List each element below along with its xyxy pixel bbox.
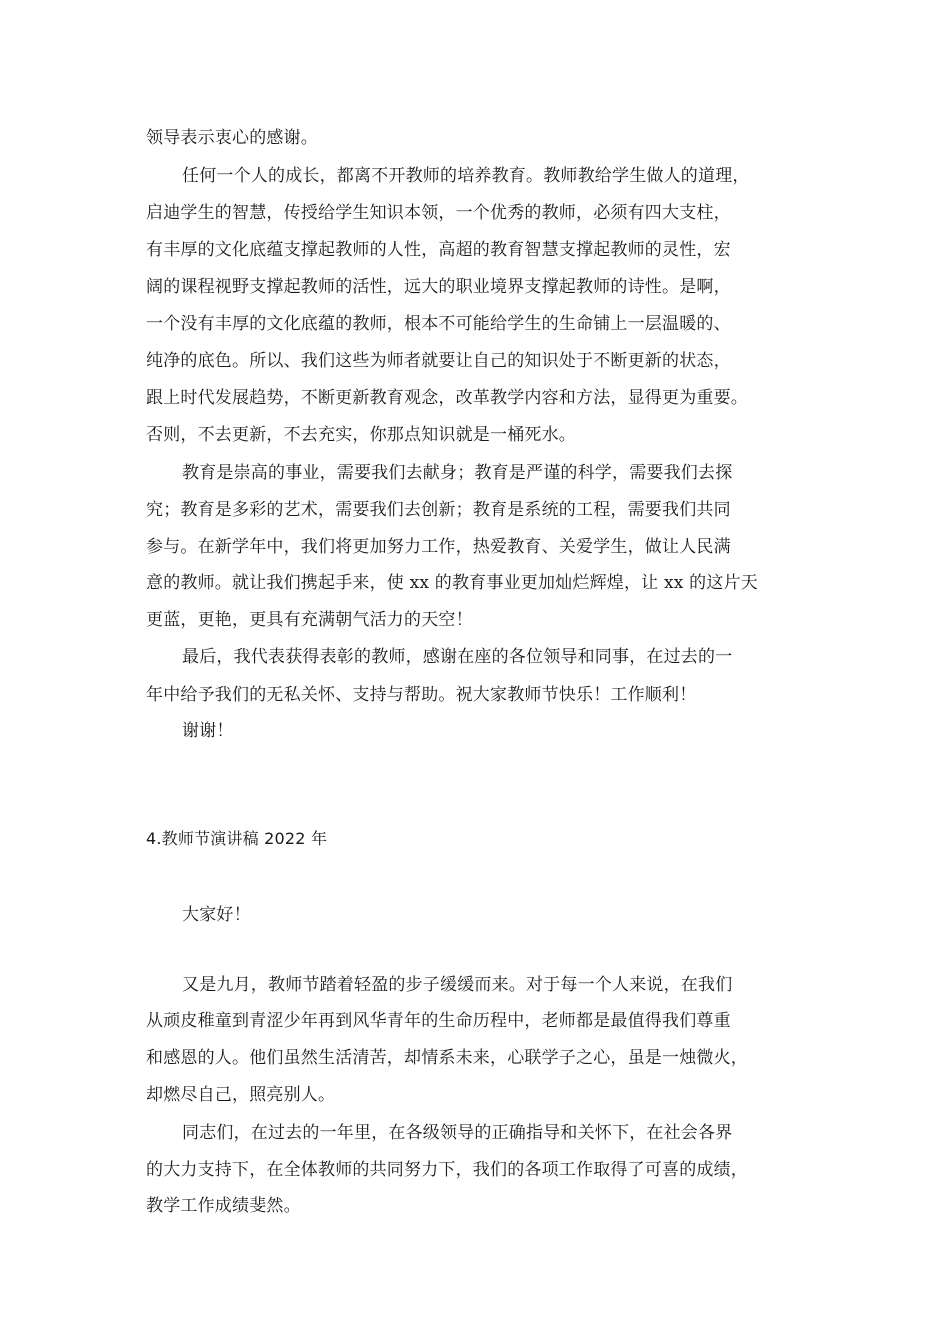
text-line: 意的教师。就让我们携起手来，使 xx 的教育事业更加灿烂辉煌，让 xx 的这片天 xyxy=(146,573,758,593)
text-line: 跟上时代发展趋势，不断更新教育观念，改革教学内容和方法，显得更为重要。 xyxy=(146,388,748,408)
text-line: 从顽皮稚童到青涩少年再到风华青年的生命历程中，老师都是最值得我们尊重 xyxy=(146,1011,731,1031)
text-line: 任何一个人的成长，都离不开教师的培养教育。教师教给学生做人的道理， xyxy=(182,166,750,186)
text-line: 阔的课程视野支撑起教师的活性，远大的职业境界支撑起教师的诗性。是啊， xyxy=(146,277,731,297)
text-line: 又是九月，教师节踏着轻盈的步子缓缓而来。对于每一个人来说，在我们 xyxy=(182,975,733,995)
text-line: 参与。在新学年中，我们将更加努力工作，热爱教育、关爱学生，做让人民满 xyxy=(146,537,731,557)
text-line: 启迪学生的智慧，传授给学生知识本领，一个优秀的教师，必须有四大支柱， xyxy=(146,203,731,223)
text-line: 和感恩的人。他们虽然生活清苦，却情系未来，心联学子之心，虽是一烛微火， xyxy=(146,1048,748,1068)
text-line: 领导表示衷心的感谢。 xyxy=(146,128,318,148)
text-line: 最后，我代表获得表彰的教师，感谢在座的各位领导和同事，在过去的一 xyxy=(182,647,733,667)
greeting: 大家好！ xyxy=(182,905,251,925)
text-line: 教育是崇高的事业，需要我们去献身；教育是严谨的科学，需要我们去探 xyxy=(182,463,733,483)
text-line: 却燃尽自己，照亮别人。 xyxy=(146,1085,336,1105)
text-line: 否则，不去更新，不去充实，你那点知识就是一桶死水。 xyxy=(146,425,576,445)
section-heading: 4.教师节演讲稿 2022 年 xyxy=(146,829,328,848)
text-line: 谢谢！ xyxy=(182,721,234,741)
text-line: 的大力支持下，在全体教师的共同努力下，我们的各项工作取得了可喜的成绩， xyxy=(146,1160,748,1180)
text-line: 有丰厚的文化底蕴支撑起教师的人性，高超的教育智慧支撑起教师的灵性，宏 xyxy=(146,240,731,260)
text-line: 更蓝，更艳，更具有充满朝气活力的天空！ xyxy=(146,610,473,630)
text-line: 教学工作成绩斐然。 xyxy=(146,1196,301,1216)
text-line: 一个没有丰厚的文化底蕴的教师，根本不可能给学生的生命铺上一层温暖的、 xyxy=(146,314,731,334)
text-line: 究；教育是多彩的艺术，需要我们去创新；教育是系统的工程，需要我们共同 xyxy=(146,500,731,520)
text-line: 纯净的底色。所以、我们这些为师者就要让自己的知识处于不断更新的状态， xyxy=(146,351,731,371)
text-line: 同志们，在过去的一年里，在各级领导的正确指导和关怀下，在社会各界 xyxy=(182,1123,733,1143)
text-line: 年中给予我们的无私关怀、支持与帮助。祝大家教师节快乐！工作顺利！ xyxy=(146,685,697,705)
